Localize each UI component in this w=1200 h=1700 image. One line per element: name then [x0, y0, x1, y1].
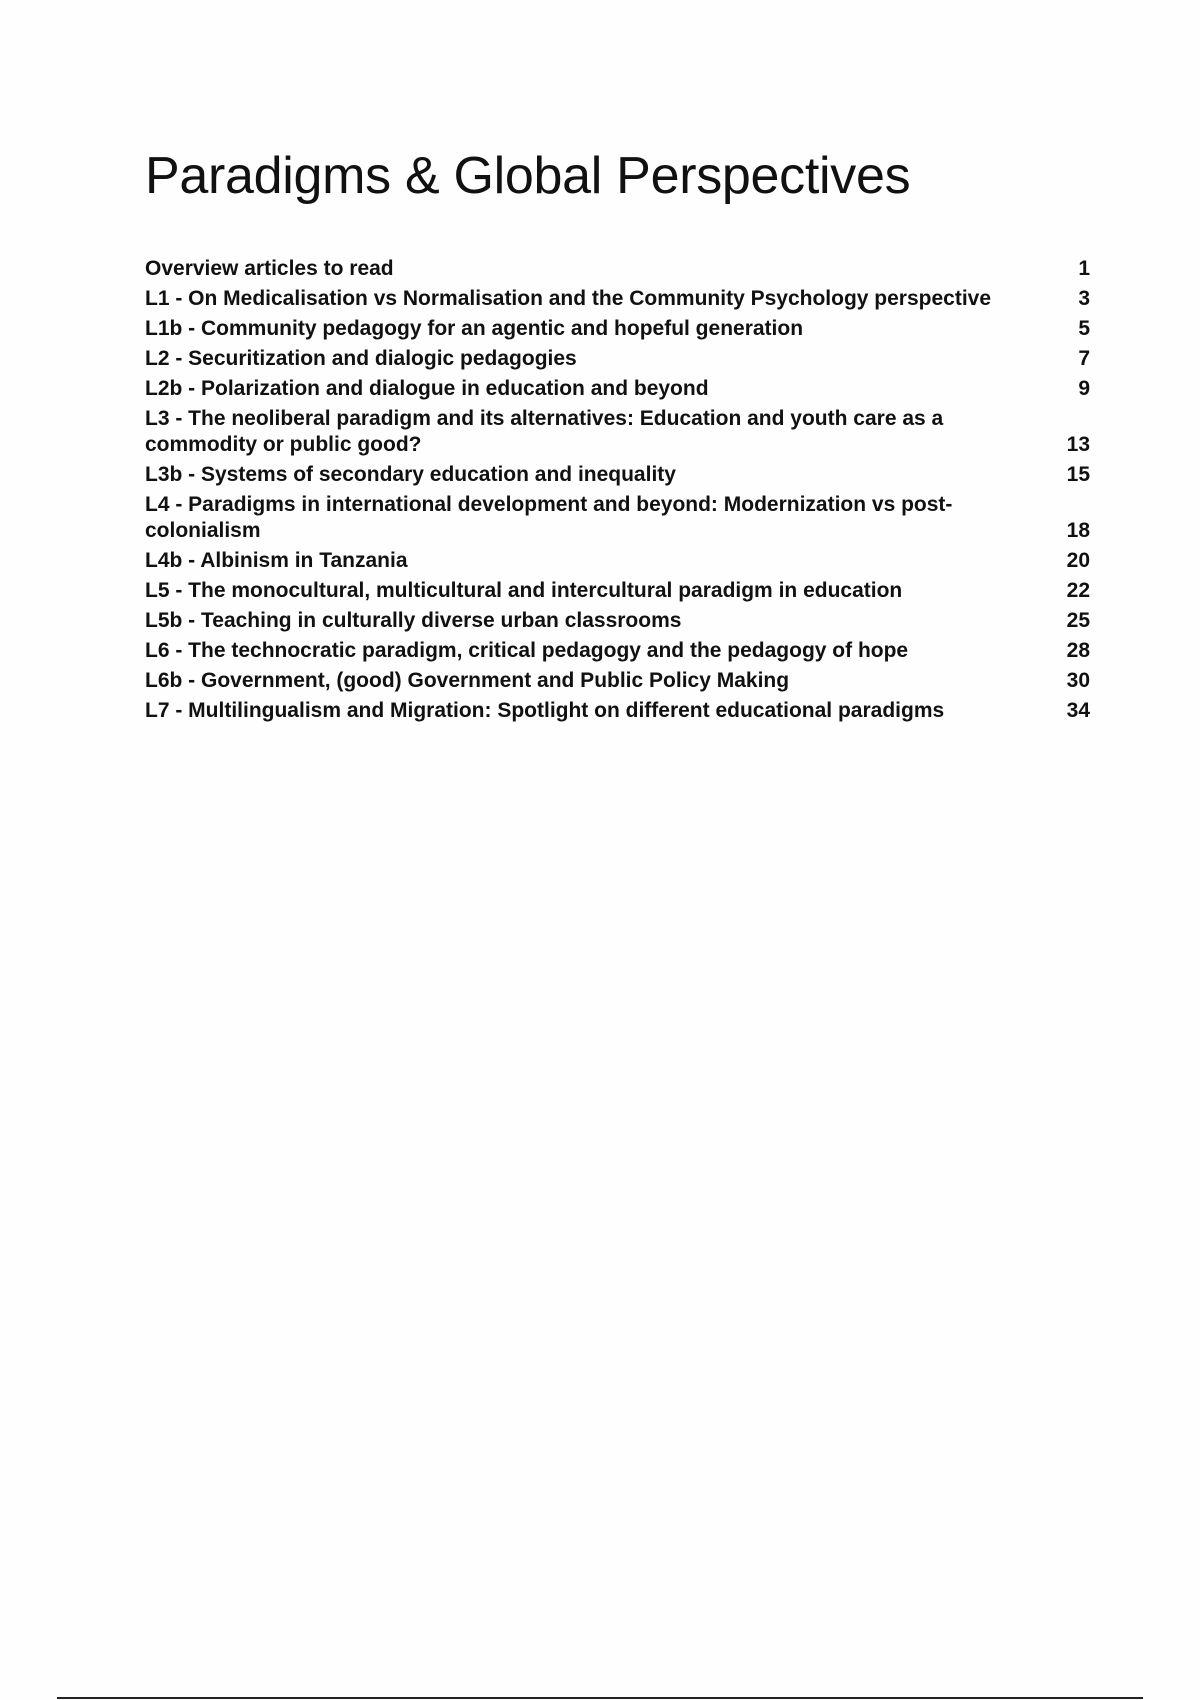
toc-entry-overview[interactable]: [145, 256, 1090, 282]
toc-entry-l5[interactable]: [145, 578, 1090, 604]
toc-entry-label[interactable]: L4b - Albinism in Tanzania: [145, 549, 408, 572]
toc-entry-label[interactable]: Overview articles to read: [145, 257, 394, 280]
toc-entry-l3b[interactable]: [145, 462, 1090, 488]
toc-entry-page-number[interactable]: 18: [1066, 519, 1090, 542]
toc-entry-label[interactable]: L6 - The technocratic paradigm, critical pedagogy and the pedagogy of hope: [145, 639, 909, 662]
toc-entry-page-number[interactable]: 25: [1066, 609, 1090, 632]
toc-entry-page-number[interactable]: 22: [1066, 579, 1090, 602]
toc-entry-page-number[interactable]: 7: [1078, 347, 1090, 370]
toc-entry-label[interactable]: L7 - Multilingualism and Migration: Spotlight on different educational paradigms: [145, 699, 945, 722]
footer-divider: [57, 1697, 1143, 1699]
toc-entry-page-number[interactable]: 34: [1066, 699, 1090, 722]
toc-entry-label[interactable]: L1b - Community pedagogy for an agentic and hopeful generation: [145, 317, 804, 340]
toc-entry-label[interactable]: L2 - Securitization and dialogic pedagogies: [145, 347, 577, 370]
toc-entry-label[interactable]: L3 - The neoliberal paradigm and its alternatives: Education and youth care as a commodity or public good?: [145, 407, 944, 456]
toc-entry-l1b[interactable]: [145, 316, 1090, 342]
toc-entry-page-number[interactable]: 5: [1078, 317, 1090, 340]
toc-entry-page-number[interactable]: 28: [1066, 639, 1090, 662]
toc-entry-page-number[interactable]: 30: [1066, 669, 1090, 692]
toc-entry-label[interactable]: L6b - Government, (good) Government and Public Policy Making: [145, 669, 790, 692]
toc-entry-l1[interactable]: [145, 286, 1090, 312]
toc-entry-label[interactable]: L1 - On Medicalisation vs Normalisation and the Community Psychology perspective: [145, 287, 992, 310]
toc-entry-l5b[interactable]: [145, 608, 1090, 634]
toc-entry-label[interactable]: L2b - Polarization and dialogue in education and beyond: [145, 377, 709, 400]
toc-entry-page-number[interactable]: 3: [1078, 287, 1090, 310]
toc-entry-page-number[interactable]: 9: [1078, 377, 1090, 400]
table-of-contents: [145, 256, 1090, 728]
toc-entry-page-number[interactable]: 1: [1078, 257, 1090, 280]
toc-entry-l3[interactable]: [145, 406, 1090, 458]
toc-entry-l6b[interactable]: [145, 668, 1090, 694]
toc-entry-page-number[interactable]: 20: [1066, 549, 1090, 572]
toc-entry-label[interactable]: L3b - Systems of secondary education and inequality: [145, 463, 676, 486]
toc-entry-page-number[interactable]: 13: [1066, 433, 1090, 456]
toc-entry-l2[interactable]: [145, 346, 1090, 372]
toc-entry-label[interactable]: L5 - The monocultural, multicultural and intercultural paradigm in education: [145, 579, 903, 602]
toc-entry-l7[interactable]: [145, 698, 1090, 724]
toc-entry-label[interactable]: L4 - Paradigms in international development and beyond: Modernization vs post-colonialism: [145, 493, 953, 542]
toc-entry-l2b[interactable]: [145, 376, 1090, 402]
toc-entry-l4b[interactable]: [145, 548, 1090, 574]
toc-entry-label[interactable]: L5b - Teaching in culturally diverse urban classrooms: [145, 609, 682, 632]
toc-entry-page-number[interactable]: 15: [1066, 463, 1090, 486]
toc-entry-l4[interactable]: [145, 492, 1090, 544]
page-title: Paradigms & Global Perspectives: [145, 147, 911, 205]
toc-entry-l6[interactable]: [145, 638, 1090, 664]
